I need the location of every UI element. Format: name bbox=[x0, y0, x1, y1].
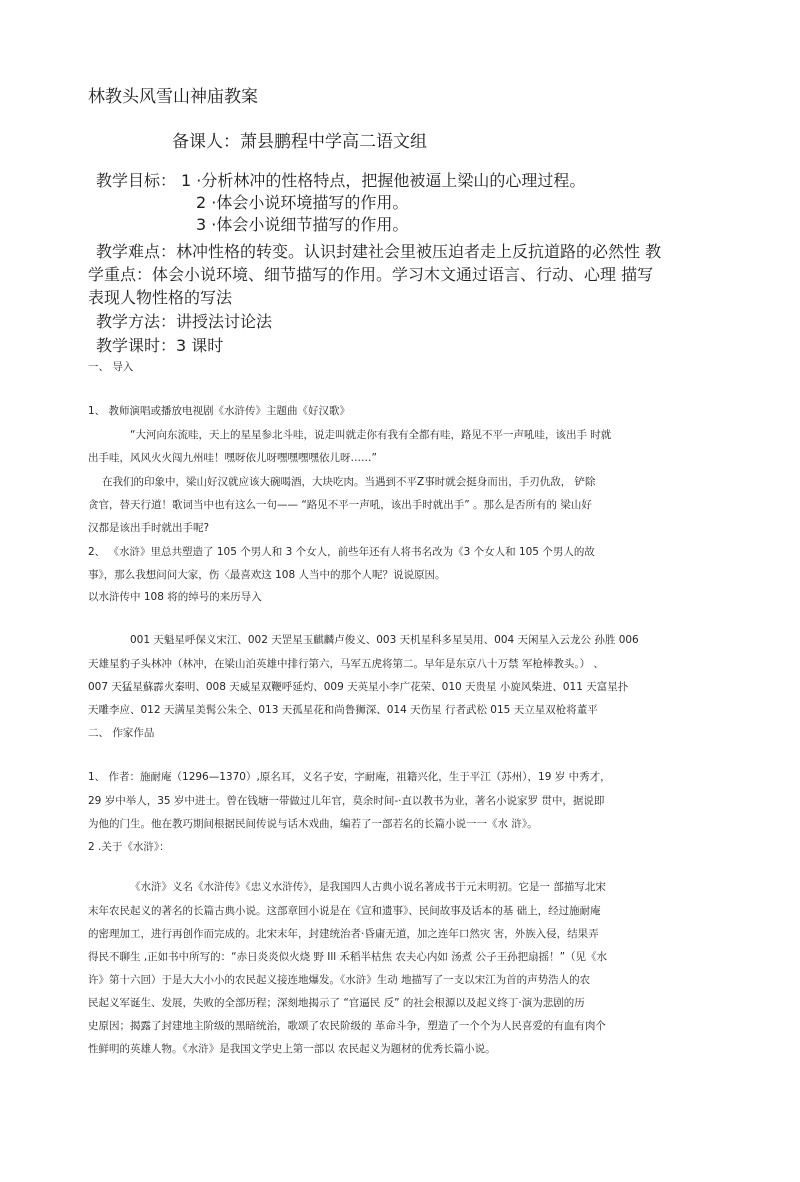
nickname-line: 天雕李应、012 天满星美髯公朱仝、013 天孤星花和尚鲁狮深、014 天伤星 行者武松 015 天立星双枪将董平 bbox=[88, 704, 598, 716]
paragraph-line: 贪官，替天行道！歌词当中也有这么一句—— “路见不平一声吼，该出手时就出手” 。那么是否所有的 梁山好 bbox=[88, 499, 592, 511]
paragraph-line: 许》第十六回）于是大大小小的农民起义接连地爆发。《水浒》生动 地描写了一支以宋江为首的声势浩人的农 bbox=[88, 974, 591, 986]
paragraph-line: 以水浒传中 108 将的绰号的来历导入 bbox=[88, 591, 262, 603]
paragraph-line: 的密理加工，进行再创作而完成的。北宋末年，封建统治者·昏庸无道，加之连年口然灾 害，外族入侵，结果弄 bbox=[88, 928, 599, 940]
paragraph-line: 为他的门生。他在教巧期间根据民间传说与话木戏曲，编若了一部若名的长篇小说一一《水 浒》。 bbox=[88, 818, 538, 830]
section-heading: 一、 导入 bbox=[88, 361, 134, 373]
paragraph-line: 史原因；揭露了封建地主阶级的黑暗统治，歌颂了农民阶级的 革命斗争，塑造了一个个为人民喜爱的有血有肉个 bbox=[88, 1020, 606, 1032]
paragraph-line: 《水浒》义名《水浒传》《忠义水浒传》，是我国四人古典小说名著成书于元末明初。它是一 部描写北宋 bbox=[130, 881, 606, 893]
difficulty-line: 表现人物性格的写法 bbox=[88, 288, 233, 307]
lyrics-line: “大河向东流哇，天上的星星参北斗哇，说走叫就走你有我有全都有哇，路见不平一声吼哇，该出手 时就 bbox=[130, 429, 612, 441]
difficulty-line: 教学难点：林冲性格的转变。认识封建社会里被压迫者走上反抗道路的必然性 教 bbox=[96, 242, 662, 261]
doc-title: 林教头风雪山神庙教案 bbox=[88, 87, 258, 107]
nickname-line: 天雄星豹子头林冲（林冲，在梁山泊英雄中排行第六，马军五虎将第二。早年是东京八十万禁 军枪棒教头。） 、 bbox=[88, 658, 604, 670]
paragraph-line: 民起义军诞生、发展，失败的全部历程；深刻地揭示了 “官逼民 反” 的社会根源以及起义终丁·演为悲剧的历 bbox=[88, 997, 585, 1009]
objective-item: 3 ·体会小说细节描写的作用。 bbox=[196, 215, 409, 234]
paragraph-line: 在我们的印象中，梁山好汉就应该大碗喝酒，大块吃肉。当遇到不平Z事时就会挺身而出，手刃仇敌， 铲除 bbox=[102, 476, 596, 488]
difficulty-line: 学重点：体会小说环境、细节描写的作用。学习木文通过语言、行动、心理 描写 bbox=[88, 265, 654, 284]
paragraph-line: 1、 教师演唱或播放电视剧《水浒传》主题曲《好汉歌》 bbox=[88, 405, 351, 417]
paragraph-line: 末年农民起义的著名的长篇古典小说。这部章回小说是在《宣和遗事》、民间故事及话本的基 础上，经过施耐庵 bbox=[88, 905, 601, 917]
subsection-heading: 2 .关于《水浒》： bbox=[88, 841, 170, 853]
nickname-line: 001 天魁星呼保义宋江、002 天罡星玉麒麟卢俊义、003 天机星科多星吴用、004 天闲星入云龙公 孙胜 006 bbox=[130, 634, 639, 646]
paragraph-line: 1、 作者：施耐庵（1296—1370）,原名耳，义名子安，字耐庵，祖籍兴化，生于平江（苏州），19 岁 中秀才， bbox=[88, 771, 611, 783]
paragraph-line: 性鲜明的英雄人物。《水浒》是我国文学史上第一部以 农民起义为题材的优秀长篇小说。 bbox=[88, 1043, 496, 1055]
paragraph-line: 得民不聊生 ,正如书中所写的：“赤日炎炎似火烧 野 Ill 禾稻半枯焦 农夫心内如 汤煮 公子王孙把扇摇！”（见《水 bbox=[88, 951, 608, 963]
paragraph-line: 29 岁中举人，35 岁中进士。曾在钱塘一带做过儿年官，莫余时间-·直以教书为业，著名小说家罗 贯中，据说即 bbox=[88, 795, 605, 807]
section-heading: 二、 作家作品 bbox=[88, 727, 155, 739]
objectives-label: 教学目标： bbox=[96, 171, 177, 190]
lyrics-line: 出手哇，风风火火闯九州哇！嘿呀依儿呀嘿嘿嘿嘿依儿呀……” bbox=[88, 452, 377, 464]
author-line: 备课人：萧县鹏程中学高二语文组 bbox=[172, 132, 427, 152]
paragraph-line: 事》，那么我想问问大家，伤〈最喜欢这 108 人当中的那个人呢？说说原因。 bbox=[88, 569, 446, 581]
objective-item: 1 ·分析林冲的性格特点，把握他被逼上梁山的心理过程。 bbox=[181, 171, 586, 190]
objective-item: 2 ·体会小说环境描写的作用。 bbox=[196, 193, 409, 212]
teaching-method: 教学方法：讲授法讨论法 bbox=[96, 312, 273, 331]
paragraph-line: 汉都是该出手时就出手呢? bbox=[88, 522, 210, 534]
nickname-line: 007 天猛星蘇霹火秦明、008 天威星双鞭呼延灼、009 天英星小李广花荣、010 天贵星 小旋风柴进、011 天富星扑 bbox=[88, 681, 629, 693]
paragraph-line: 2、 《水浒》里总共塑造了 105 个男人和 3 个女人，前些年还有人将书名改为《3 个女人和 105 个男人的故 bbox=[88, 546, 595, 558]
teaching-hours: 教学课时：3 课时 bbox=[96, 336, 224, 355]
